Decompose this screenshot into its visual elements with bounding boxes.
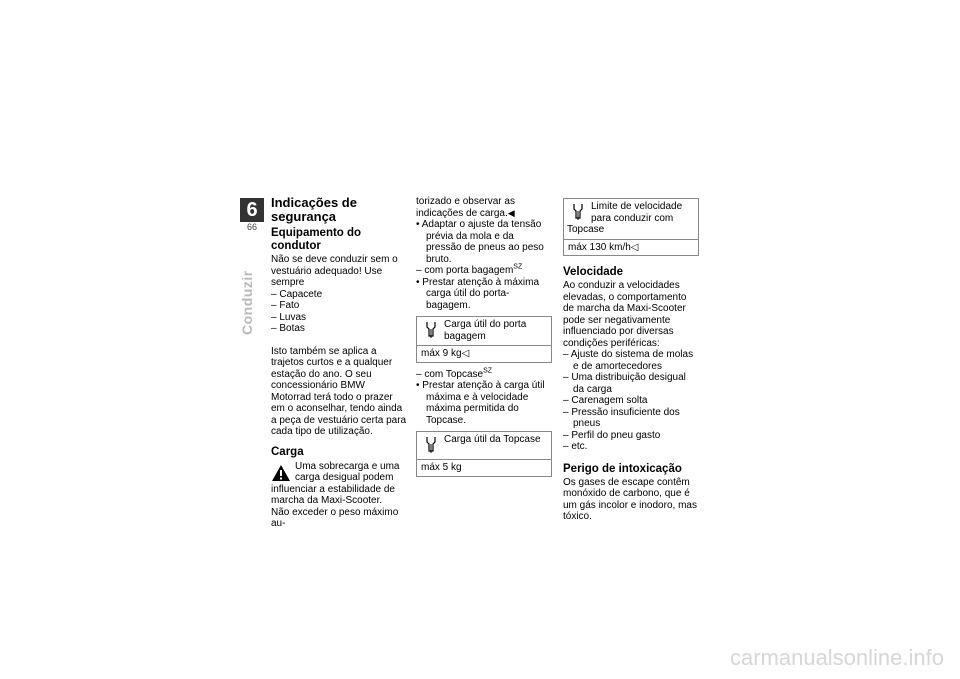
chapter-label: Conduzir: [239, 270, 255, 335]
spec-box-topcase: [416, 431, 552, 477]
spec-value: máx 9 kg◁: [417, 345, 551, 362]
spec-label: Carga útil do porta bagagem: [444, 319, 527, 342]
list-item: – etc.: [563, 441, 588, 452]
subsection-equipment: Equipamento do condutor: [271, 227, 362, 252]
equipment-list: [271, 289, 407, 335]
wrench-icon: [424, 436, 438, 454]
warning-text: Uma sobrecarga e uma carga desigual podem influenciar a estabilidade de marcha da Maxi-Scooter.: [271, 460, 400, 506]
subsection-load: Carga: [271, 445, 304, 458]
paragraph: Ao conduzir a velocidades elevadas, o comportamento de marcha da Maxi-Scooter pode ser negativamente influenciado por diversas condições periféricas:: [563, 280, 687, 349]
page-number: 66: [246, 222, 257, 232]
list-item: – Fato: [271, 300, 300, 311]
spec-label: Carga útil da Topcase: [444, 434, 541, 445]
spec-value: máx 5 kg: [417, 459, 551, 476]
watermark: carmanualsonline.info: [729, 645, 944, 670]
conditions-list: [563, 349, 699, 453]
paragraph: Isto também se aplica a trajetos curtos e a qualquer estação do ano. O seu concessionário BMW Motorrad terá todo o prazer em o aconselhar, tendo ainda a peça de vestuário certa para cada tipo de utilização.: [271, 345, 407, 437]
paragraph: torizado e observar as indicações de carga.◀: [416, 196, 515, 219]
list-item: – Perfil do pneu gasto: [563, 429, 661, 441]
list-item: – Ajuste do sistema de molas e de amortecedores: [563, 349, 694, 372]
list-item: – Luvas: [271, 311, 307, 323]
paragraph: Os gases de escape contêm monóxido de carbono, que é um gás incolor e inodoro, mas tóxico.: [563, 476, 697, 522]
spec-box-carrier: [416, 316, 552, 363]
paragraph: Não exceder o peso máximo au-: [271, 506, 399, 529]
chapter-number: 6: [240, 198, 264, 222]
spec-value: máx 130 km/h◁: [564, 239, 698, 256]
list-item: • Prestar atenção à máxima carga útil do porta-bagagem.: [416, 276, 539, 311]
paragraph: Não se deve conduzir sem o vestuário adequado! Use sempre: [271, 254, 398, 288]
spec-label: Limite de velocidade para conduzir com Topcase: [567, 201, 683, 235]
list-item: – com Topcase$^{SZ}$: [416, 367, 493, 380]
subsection-intoxication: Perigo de intoxicação: [563, 462, 682, 475]
list-item: – Capacete: [271, 288, 323, 300]
column-1: [271, 196, 407, 530]
subsection-speed: Velocidade: [563, 266, 624, 278]
warning-icon: [271, 464, 291, 482]
wrench-icon: [571, 203, 585, 221]
list-item: • Prestar atenção à carga útil máxima e à velocidade máxima permitida do Topcase.: [416, 380, 545, 426]
list-item: – Botas: [271, 323, 305, 334]
section-title: Indicações de segurança: [271, 195, 357, 224]
end-mark: ◀: [507, 207, 515, 218]
wrench-icon: [424, 321, 438, 339]
list-item: – Uma distribuição desigual da carga: [563, 372, 686, 395]
column-3: [563, 196, 699, 523]
list-item: • Adaptar o ajuste da tensão prévia da mola e da pressão de pneus ao peso bruto.: [416, 219, 544, 265]
column-2: [416, 196, 552, 483]
list-item: – Pressão insuficiente dos pneus: [563, 406, 680, 429]
chapter-marker: [240, 198, 264, 232]
list-item: – com porta bagagem$^{SZ}$: [416, 263, 523, 276]
warning-block: [271, 461, 407, 507]
list-item: – Carenagem solta: [563, 395, 648, 406]
load-bullets: [416, 219, 552, 265]
spec-box-speed: [563, 198, 699, 256]
